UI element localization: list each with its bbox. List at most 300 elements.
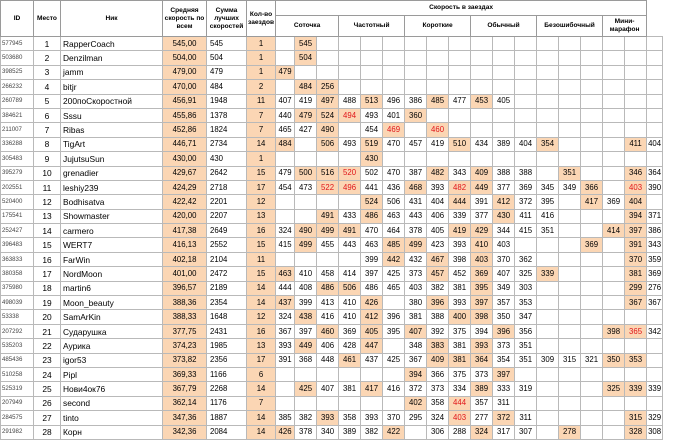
cell-speed[interactable] — [449, 123, 471, 137]
cell-avg[interactable]: 504,00 — [163, 51, 207, 65]
cell-speed[interactable] — [515, 108, 537, 122]
cell-nick[interactable]: FarWin — [61, 252, 163, 266]
cell-speed[interactable]: 460 — [427, 123, 449, 137]
cell-speed[interactable]: 367 — [625, 296, 647, 310]
cell-speed[interactable]: 465 — [276, 123, 295, 137]
cell-speed[interactable] — [317, 195, 339, 209]
cell-speed[interactable] — [581, 425, 603, 439]
cell-id[interactable]: 252427 — [1, 224, 34, 238]
cell-speed[interactable]: 484 — [276, 137, 295, 151]
cell-place[interactable]: 22 — [34, 339, 61, 353]
cell-sum[interactable]: 2104 — [207, 252, 247, 266]
cell-speed[interactable] — [339, 37, 361, 51]
cell-speed[interactable] — [515, 94, 537, 108]
cell-speed[interactable] — [625, 367, 647, 381]
cell-speed[interactable]: 490 — [317, 123, 339, 137]
cell-speed[interactable]: 403 — [405, 281, 427, 295]
cell-speed[interactable] — [581, 281, 603, 295]
cell-speed[interactable]: 416 — [383, 382, 405, 396]
cell-avg[interactable]: 347,36 — [163, 411, 207, 425]
cell-place[interactable]: 17 — [34, 267, 61, 281]
cell-speed[interactable] — [603, 238, 625, 252]
cell-speed[interactable]: 488 — [339, 94, 361, 108]
cell-speed[interactable]: 358 — [427, 396, 449, 410]
cell-speed[interactable]: 425 — [383, 353, 405, 367]
cell-speed[interactable] — [405, 123, 427, 137]
cell-speed[interactable] — [383, 152, 405, 166]
cell-speed[interactable] — [537, 238, 559, 252]
cell-speed[interactable] — [383, 367, 405, 381]
cell-speed[interactable]: 484 — [295, 80, 317, 94]
cell-nick[interactable]: martin6 — [61, 281, 163, 295]
cell-speed[interactable]: 315 — [559, 353, 581, 367]
cell-avg[interactable]: 470,00 — [163, 80, 207, 94]
cell-id[interactable]: 520400 — [1, 195, 34, 209]
cell-speed[interactable] — [647, 152, 663, 166]
cell-count[interactable]: 14 — [247, 281, 276, 295]
cell-id[interactable]: 207949 — [1, 396, 34, 410]
cell-speed[interactable] — [339, 152, 361, 166]
cell-speed[interactable] — [581, 65, 603, 79]
cell-speed[interactable] — [603, 137, 625, 151]
cell-speed[interactable]: 455 — [317, 238, 339, 252]
cell-speed[interactable] — [559, 396, 581, 410]
cell-speed[interactable] — [581, 396, 603, 410]
cell-speed[interactable] — [603, 411, 625, 425]
cell-speed[interactable]: 506 — [339, 281, 361, 295]
cell-speed[interactable] — [361, 396, 383, 410]
cell-nick[interactable]: WERT7 — [61, 238, 163, 252]
cell-speed[interactable]: 403 — [471, 252, 493, 266]
cell-speed[interactable] — [581, 209, 603, 223]
cell-place[interactable]: 2 — [34, 51, 61, 65]
cell-speed[interactable] — [537, 123, 559, 137]
cell-speed[interactable]: 444 — [449, 195, 471, 209]
cell-avg[interactable]: 420,00 — [163, 209, 207, 223]
cell-speed[interactable] — [581, 166, 603, 180]
cell-nick[interactable]: NordMoon — [61, 267, 163, 281]
cell-speed[interactable]: 443 — [405, 209, 427, 223]
cell-speed[interactable] — [625, 51, 647, 65]
cell-count[interactable]: 13 — [247, 209, 276, 223]
cell-speed[interactable]: 410 — [339, 296, 361, 310]
cell-speed[interactable]: 324 — [276, 310, 295, 324]
cell-speed[interactable]: 473 — [295, 180, 317, 194]
cell-speed[interactable]: 309 — [537, 353, 559, 367]
cell-speed[interactable] — [625, 37, 647, 51]
cell-speed[interactable] — [383, 80, 405, 94]
cell-speed[interactable] — [537, 152, 559, 166]
cell-speed[interactable]: 402 — [405, 396, 427, 410]
cell-speed[interactable]: 393 — [449, 238, 471, 252]
cell-speed[interactable] — [276, 37, 295, 51]
cell-speed[interactable]: 397 — [295, 324, 317, 338]
cell-speed[interactable]: 545 — [295, 37, 317, 51]
cell-speed[interactable] — [603, 108, 625, 122]
cell-speed[interactable]: 470 — [361, 224, 383, 238]
cell-speed[interactable]: 430 — [361, 152, 383, 166]
cell-speed[interactable] — [581, 37, 603, 51]
cell-id[interactable]: 175541 — [1, 209, 34, 223]
cell-speed[interactable]: 468 — [405, 180, 427, 194]
cell-speed[interactable] — [559, 94, 581, 108]
cell-speed[interactable] — [317, 252, 339, 266]
cell-speed[interactable]: 359 — [647, 252, 663, 266]
cell-speed[interactable] — [471, 108, 493, 122]
cell-speed[interactable]: 429 — [471, 224, 493, 238]
cell-speed[interactable]: 345 — [537, 180, 559, 194]
header-sum-best[interactable]: Сумма лучших скоростей — [207, 1, 247, 37]
cell-speed[interactable]: 415 — [276, 238, 295, 252]
cell-count[interactable]: 16 — [247, 224, 276, 238]
cell-speed[interactable]: 396 — [427, 296, 449, 310]
cell-speed[interactable]: 470 — [383, 137, 405, 151]
cell-speed[interactable]: 317 — [493, 425, 515, 439]
cell-speed[interactable]: 412 — [361, 310, 383, 324]
cell-speed[interactable]: 500 — [295, 166, 317, 180]
cell-speed[interactable] — [559, 382, 581, 396]
cell-nick[interactable]: Bodhisatva — [61, 195, 163, 209]
cell-speed[interactable]: 467 — [427, 252, 449, 266]
cell-speed[interactable]: 506 — [317, 137, 339, 151]
cell-id[interactable]: 380358 — [1, 267, 34, 281]
cell-speed[interactable]: 432 — [405, 252, 427, 266]
cell-speed[interactable] — [405, 152, 427, 166]
cell-speed[interactable]: 403 — [625, 180, 647, 194]
cell-speed[interactable]: 369 — [647, 267, 663, 281]
cell-nick[interactable]: leshiy239 — [61, 180, 163, 194]
cell-speed[interactable]: 452 — [449, 267, 471, 281]
cell-id[interactable]: 207292 — [1, 324, 34, 338]
cell-place[interactable]: 12 — [34, 195, 61, 209]
cell-speed[interactable] — [471, 123, 493, 137]
cell-speed[interactable]: 311 — [515, 411, 537, 425]
cell-speed[interactable]: 339 — [449, 209, 471, 223]
cell-speed[interactable]: 410 — [295, 267, 317, 281]
cell-id[interactable]: 53338 — [1, 310, 34, 324]
cell-speed[interactable]: 438 — [295, 310, 317, 324]
cell-place[interactable]: 15 — [34, 238, 61, 252]
cell-place[interactable]: 25 — [34, 382, 61, 396]
cell-speed[interactable] — [515, 80, 537, 94]
cell-nick[interactable]: Нови4ок76 — [61, 382, 163, 396]
cell-speed[interactable]: 406 — [317, 339, 339, 353]
cell-speed[interactable]: 433 — [339, 209, 361, 223]
cell-speed[interactable]: 367 — [647, 296, 663, 310]
cell-speed[interactable] — [276, 396, 295, 410]
cell-speed[interactable]: 334 — [449, 382, 471, 396]
cell-speed[interactable] — [493, 108, 515, 122]
cell-speed[interactable] — [493, 152, 515, 166]
cell-count[interactable]: 1 — [247, 65, 276, 79]
cell-avg[interactable]: 362,14 — [163, 396, 207, 410]
cell-speed[interactable]: 479 — [295, 108, 317, 122]
cell-speed[interactable] — [625, 123, 647, 137]
cell-nick[interactable]: Pipl — [61, 367, 163, 381]
cell-nick[interactable]: jamm — [61, 65, 163, 79]
cell-speed[interactable]: 485 — [383, 238, 405, 252]
cell-speed[interactable] — [339, 367, 361, 381]
cell-speed[interactable]: 328 — [625, 425, 647, 439]
cell-avg[interactable]: 452,86 — [163, 123, 207, 137]
cell-speed[interactable]: 390 — [647, 180, 663, 194]
header-speeds-group[interactable]: Скорость в заездах — [276, 1, 647, 16]
cell-speed[interactable]: 315 — [625, 411, 647, 425]
cell-speed[interactable] — [361, 367, 383, 381]
cell-count[interactable]: 16 — [247, 324, 276, 338]
cell-speed[interactable]: 357 — [493, 296, 515, 310]
cell-sum[interactable]: 2268 — [207, 382, 247, 396]
cell-place[interactable]: 6 — [34, 108, 61, 122]
cell-speed[interactable] — [603, 80, 625, 94]
cell-avg[interactable]: 416,13 — [163, 238, 207, 252]
cell-sum[interactable]: 2356 — [207, 353, 247, 367]
cell-sum[interactable]: 2734 — [207, 137, 247, 151]
cell-speed[interactable]: 311 — [493, 396, 515, 410]
cell-speed[interactable]: 382 — [295, 411, 317, 425]
cell-speed[interactable]: 321 — [581, 353, 603, 367]
cell-speed[interactable] — [647, 51, 663, 65]
cell-speed[interactable] — [339, 65, 361, 79]
cell-speed[interactable]: 389 — [339, 425, 361, 439]
cell-speed[interactable] — [647, 37, 663, 51]
cell-speed[interactable]: 519 — [361, 137, 383, 151]
cell-speed[interactable]: 394 — [471, 324, 493, 338]
cell-speed[interactable]: 351 — [537, 224, 559, 238]
cell-speed[interactable] — [449, 51, 471, 65]
cell-speed[interactable] — [647, 310, 663, 324]
cell-speed[interactable] — [361, 65, 383, 79]
cell-speed[interactable]: 407 — [276, 94, 295, 108]
cell-speed[interactable]: 397 — [471, 296, 493, 310]
cell-sum[interactable]: 1166 — [207, 367, 247, 381]
cell-speed[interactable] — [625, 94, 647, 108]
cell-speed[interactable]: 372 — [493, 411, 515, 425]
cell-speed[interactable] — [603, 339, 625, 353]
cell-speed[interactable] — [537, 281, 559, 295]
cell-speed[interactable]: 398 — [603, 324, 625, 338]
cell-avg[interactable]: 396,57 — [163, 281, 207, 295]
cell-speed[interactable] — [537, 65, 559, 79]
cell-speed[interactable]: 437 — [276, 296, 295, 310]
cell-nick[interactable]: Denzilman — [61, 51, 163, 65]
cell-speed[interactable]: 502 — [361, 166, 383, 180]
cell-speed[interactable]: 288 — [449, 425, 471, 439]
cell-speed[interactable]: 486 — [361, 281, 383, 295]
cell-speed[interactable] — [383, 296, 405, 310]
cell-id[interactable]: 260789 — [1, 94, 34, 108]
cell-speed[interactable]: 422 — [383, 425, 405, 439]
cell-speed[interactable]: 463 — [361, 238, 383, 252]
cell-nick[interactable]: Сударушка — [61, 324, 163, 338]
cell-speed[interactable] — [581, 224, 603, 238]
cell-speed[interactable]: 463 — [383, 209, 405, 223]
header-mode-chastotny[interactable]: Частотный — [339, 16, 405, 37]
cell-speed[interactable] — [603, 281, 625, 295]
cell-speed[interactable]: 377 — [493, 180, 515, 194]
cell-id[interactable]: 498039 — [1, 296, 34, 310]
cell-speed[interactable]: 397 — [625, 224, 647, 238]
cell-speed[interactable] — [317, 65, 339, 79]
cell-speed[interactable] — [493, 80, 515, 94]
cell-speed[interactable] — [383, 37, 405, 51]
cell-speed[interactable] — [603, 94, 625, 108]
cell-speed[interactable]: 437 — [361, 353, 383, 367]
cell-speed[interactable]: 256 — [317, 80, 339, 94]
cell-speed[interactable]: 398 — [449, 252, 471, 266]
cell-speed[interactable]: 457 — [427, 267, 449, 281]
cell-speed[interactable] — [603, 267, 625, 281]
cell-speed[interactable]: 397 — [361, 267, 383, 281]
cell-speed[interactable]: 443 — [339, 238, 361, 252]
cell-speed[interactable] — [295, 152, 317, 166]
cell-sum[interactable]: 2207 — [207, 209, 247, 223]
cell-speed[interactable] — [361, 80, 383, 94]
cell-place[interactable]: 11 — [34, 180, 61, 194]
cell-speed[interactable] — [559, 281, 581, 295]
cell-speed[interactable] — [647, 353, 663, 367]
cell-count[interactable]: 12 — [247, 195, 276, 209]
cell-avg[interactable]: 377,75 — [163, 324, 207, 338]
cell-speed[interactable]: 457 — [405, 137, 427, 151]
cell-avg[interactable]: 455,86 — [163, 108, 207, 122]
cell-avg[interactable]: 456,91 — [163, 94, 207, 108]
cell-speed[interactable]: 436 — [383, 180, 405, 194]
cell-speed[interactable]: 370 — [493, 252, 515, 266]
cell-speed[interactable]: 364 — [647, 166, 663, 180]
cell-id[interactable]: 577945 — [1, 37, 34, 51]
cell-speed[interactable] — [625, 108, 647, 122]
cell-speed[interactable] — [603, 65, 625, 79]
cell-speed[interactable]: 408 — [295, 281, 317, 295]
cell-speed[interactable]: 351 — [515, 353, 537, 367]
cell-speed[interactable]: 454 — [276, 180, 295, 194]
cell-speed[interactable] — [581, 367, 603, 381]
cell-place[interactable]: 3 — [34, 65, 61, 79]
cell-speed[interactable]: 522 — [317, 180, 339, 194]
cell-nick[interactable]: igor53 — [61, 353, 163, 367]
cell-speed[interactable]: 493 — [339, 137, 361, 151]
cell-speed[interactable]: 409 — [471, 166, 493, 180]
cell-speed[interactable] — [449, 108, 471, 122]
cell-speed[interactable] — [449, 37, 471, 51]
cell-speed[interactable] — [647, 396, 663, 410]
cell-speed[interactable] — [317, 367, 339, 381]
cell-id[interactable]: 291982 — [1, 425, 34, 439]
cell-speed[interactable]: 360 — [405, 108, 427, 122]
cell-speed[interactable]: 524 — [317, 108, 339, 122]
cell-speed[interactable]: 342 — [647, 324, 663, 338]
cell-speed[interactable] — [581, 94, 603, 108]
cell-speed[interactable]: 381 — [339, 382, 361, 396]
cell-speed[interactable] — [647, 123, 663, 137]
header-nick[interactable]: Ник — [61, 1, 163, 37]
cell-speed[interactable] — [427, 152, 449, 166]
cell-place[interactable]: 5 — [34, 94, 61, 108]
cell-speed[interactable] — [317, 152, 339, 166]
cell-id[interactable]: 202551 — [1, 180, 34, 194]
cell-speed[interactable] — [276, 51, 295, 65]
cell-count[interactable]: 14 — [247, 382, 276, 396]
cell-speed[interactable]: 393 — [276, 339, 295, 353]
cell-speed[interactable] — [559, 252, 581, 266]
cell-speed[interactable] — [625, 339, 647, 353]
cell-speed[interactable] — [537, 80, 559, 94]
header-avg-speed[interactable]: Средняя скорость по всем — [163, 1, 207, 37]
header-mode-obychny[interactable]: Обычный — [471, 16, 537, 37]
cell-avg[interactable]: 374,23 — [163, 339, 207, 353]
cell-avg[interactable]: 545,00 — [163, 37, 207, 51]
cell-speed[interactable]: 373 — [493, 339, 515, 353]
cell-sum[interactable]: 1824 — [207, 123, 247, 137]
cell-id[interactable]: 396483 — [1, 238, 34, 252]
cell-speed[interactable] — [276, 152, 295, 166]
cell-speed[interactable]: 385 — [276, 411, 295, 425]
cell-avg[interactable]: 430,00 — [163, 152, 207, 166]
cell-sum[interactable]: 430 — [207, 152, 247, 166]
cell-speed[interactable] — [603, 166, 625, 180]
cell-speed[interactable]: 391 — [471, 195, 493, 209]
cell-speed[interactable]: 407 — [317, 382, 339, 396]
cell-speed[interactable]: 346 — [625, 166, 647, 180]
cell-speed[interactable]: 400 — [449, 310, 471, 324]
cell-speed[interactable] — [559, 195, 581, 209]
cell-speed[interactable] — [581, 152, 603, 166]
cell-place[interactable]: 24 — [34, 367, 61, 381]
header-mode-korotkie[interactable]: Короткие — [405, 16, 471, 37]
cell-speed[interactable] — [276, 195, 295, 209]
cell-speed[interactable]: 324 — [427, 411, 449, 425]
cell-speed[interactable] — [339, 80, 361, 94]
cell-speed[interactable] — [537, 310, 559, 324]
cell-speed[interactable]: 510 — [449, 137, 471, 151]
cell-speed[interactable]: 425 — [295, 382, 317, 396]
cell-speed[interactable]: 339 — [625, 382, 647, 396]
cell-speed[interactable]: 354 — [493, 353, 515, 367]
cell-speed[interactable] — [647, 65, 663, 79]
cell-speed[interactable] — [559, 267, 581, 281]
cell-speed[interactable]: 520 — [339, 166, 361, 180]
cell-speed[interactable] — [515, 123, 537, 137]
cell-speed[interactable]: 494 — [339, 108, 361, 122]
cell-speed[interactable]: 329 — [647, 411, 663, 425]
cell-place[interactable]: 10 — [34, 166, 61, 180]
cell-sum[interactable]: 1648 — [207, 310, 247, 324]
cell-id[interactable]: 535203 — [1, 339, 34, 353]
cell-speed[interactable] — [625, 65, 647, 79]
cell-speed[interactable]: 378 — [405, 224, 427, 238]
cell-speed[interactable]: 349 — [559, 180, 581, 194]
cell-place[interactable]: 1 — [34, 37, 61, 51]
cell-speed[interactable]: 350 — [493, 310, 515, 324]
cell-speed[interactable]: 490 — [295, 224, 317, 238]
cell-speed[interactable]: 491 — [317, 209, 339, 223]
cell-avg[interactable]: 446,71 — [163, 137, 207, 151]
cell-place[interactable]: 16 — [34, 252, 61, 266]
cell-speed[interactable]: 391 — [276, 353, 295, 367]
cell-speed[interactable] — [581, 310, 603, 324]
header-place[interactable]: Место — [34, 1, 61, 37]
cell-speed[interactable] — [559, 65, 581, 79]
header-mode-bezoshibochny[interactable]: Безошибочный — [537, 16, 603, 37]
cell-speed[interactable]: 362 — [515, 252, 537, 266]
cell-nick[interactable]: JujutsuSun — [61, 152, 163, 166]
cell-speed[interactable]: 396 — [493, 324, 515, 338]
cell-speed[interactable]: 411 — [515, 209, 537, 223]
cell-sum[interactable]: 484 — [207, 80, 247, 94]
cell-speed[interactable] — [559, 51, 581, 65]
cell-avg[interactable]: 342,36 — [163, 425, 207, 439]
